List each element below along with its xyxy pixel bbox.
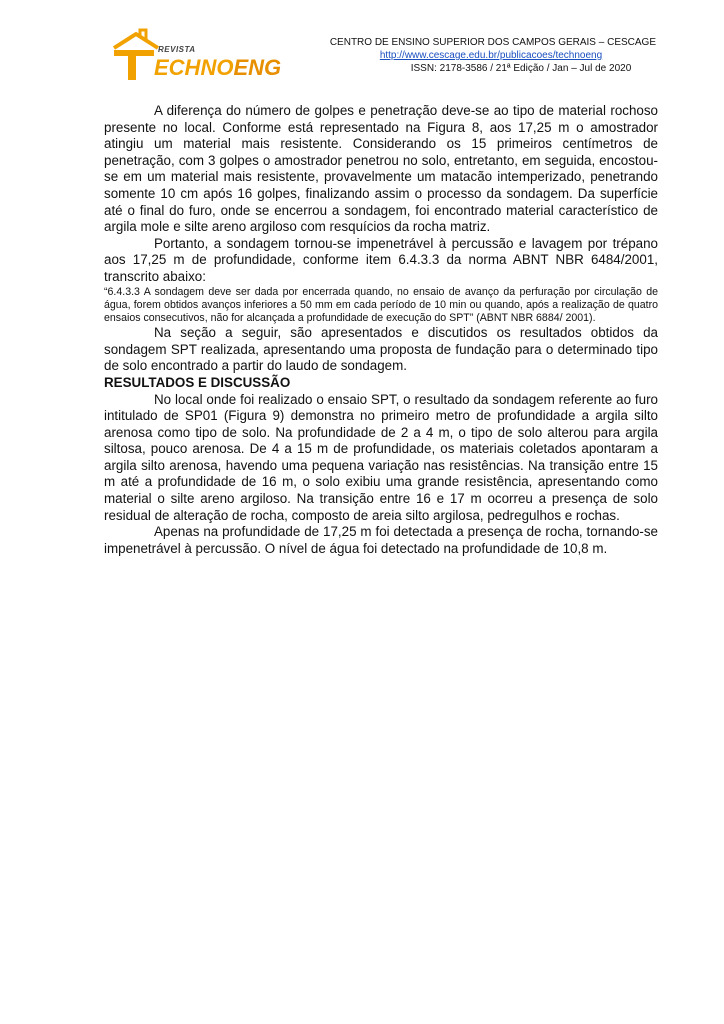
- technoeng-logo: [106, 28, 296, 84]
- section-title: RESULTADOS E DISCUSSÃO: [104, 374, 291, 390]
- logo-brand-tail: ENG: [233, 55, 282, 80]
- issn-line: ISSN: 2178-3586 / 21ª Edição / Jan – Jul de 2020: [410, 63, 632, 74]
- article-body: [104, 103, 658, 557]
- journal-link[interactable]: http://www.cescage.edu.br/publicacoes/technoeng: [379, 50, 603, 61]
- page-header: [0, 0, 724, 95]
- logo-brand-text: [154, 55, 281, 81]
- paragraph-3: Na seção a seguir, são apresentados e discutidos os resultados obtidos da sondagem SPT realizada, apresentando uma proposta de fundação para o determinado tipo de solo encontrado a partir do laudo de sondagem.: [104, 325, 658, 374]
- institution-name: CENTRO DE ENSINO SUPERIOR DOS CAMPOS GERAIS – CESCAGE: [329, 37, 656, 48]
- paragraph-1: A diferença do número de golpes e penetração deve-se ao tipo de material rochoso presente no local. Conforme está representado na Figura 8, aos 17,25 m o amostrador atingiu um material mais resistente. Considerando os 15 primeiros centímetros de penetração, com 3 golpes o amostrador penetrou no solo, entretanto, em seguida, encostou-se em um material mais resistente, provavelmente um matacão intemperizado, penetrando somente 10 cm após 16 golpes, finalizando assim o processo da sondagem. Da superfície até o final do furo, onde se encerrou a sondagem, foi encontrado material característico de argila mole e silte areno argiloso com resquícios da rocha matriz.: [104, 103, 658, 235]
- paragraph-5: Apenas na profundidade de 17,25 m foi detectada a presença de rocha, tornando-se impenetrável à percussão. O nível de água foi detectado na profundidade de 10,8 m.: [104, 524, 658, 556]
- logo-brand-main: ECHNO: [154, 55, 234, 80]
- norm-quote: “6.4.3.3 A sondagem deve ser dada por encerrada quando, no ensaio de avanço da perfuração por circulação de água, forem obtidos avanços inferiores a 50 mm em cada período de 10 min ou quando, após a realização de quatro ensaios consecutivos, não for alcançada a profundidade de execução do SPT” (ABNT NBR 6884/ 2001).: [104, 285, 658, 324]
- header-info: [326, 36, 656, 75]
- logo-revista-text: REVISTA: [158, 45, 196, 54]
- paragraph-2: Portanto, a sondagem tornou-se impenetrável à percussão e lavagem por trépano aos 17,25 m de profundidade, conforme item 6.4.3.3 da norma ABNT NBR 6484/2001, transcrito abaixo:: [104, 235, 658, 284]
- paragraph-4: No local onde foi realizado o ensaio SPT, o resultado da sondagem referente ao furo intitulado de SP01 (Figura 9) demonstra no primeiro metro de profundidade a argila silto arenosa como tipo de solo. Na profundidade de 2 a 4 m, o tipo de solo alterou para argila siltosa, pouco arenosa. De 4 a 15 m de profundidade, os materiais coletados apontaram a argila silto arenosa, havendo uma pequena variação nas resistências. Na transição entre 15 m até a profundidade de 16 m, o solo exibiu uma grande resistência, apresentando como material o silte areno argiloso. Na transição entre 16 e 17 m ocorreu a presença de solo residual de alteração de rocha, composto de areia silto argilosa, pedregulhos e rochas.: [104, 391, 658, 523]
